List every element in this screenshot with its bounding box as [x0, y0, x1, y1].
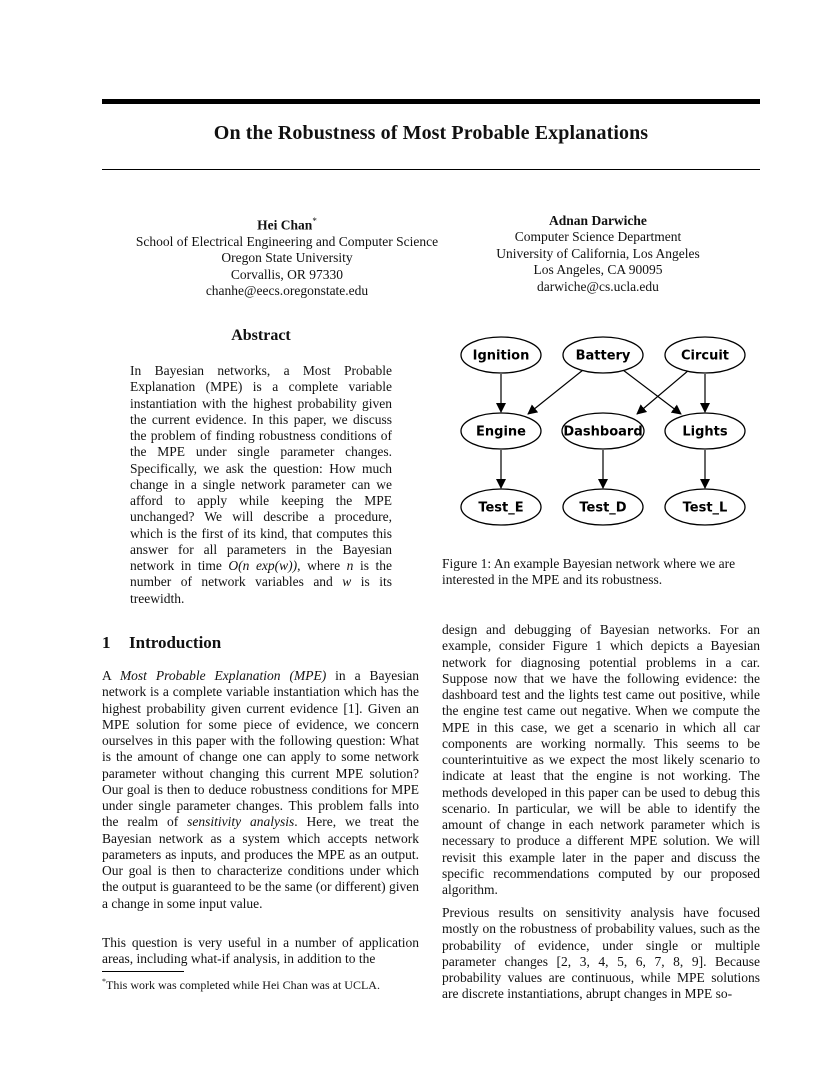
edge-circuit-dashboard: [637, 370, 689, 414]
footnote-mark: *: [312, 216, 317, 226]
intro-paragraph-2: This question is very useful in a number of application areas, including what-if analysis, in addition to the: [102, 935, 419, 967]
author-email: darwiche@cs.ucla.edu: [537, 278, 659, 294]
network-diagram: [443, 330, 763, 542]
author-institution: Oregon State University: [221, 250, 353, 266]
term-sensitivity-analysis: sensitivity analysis: [187, 814, 295, 830]
footnote: *This work was completed while Hei Chan was at UCLA.: [102, 977, 380, 992]
right-column-paragraph-1: design and debugging of Bayesian networks. For an example, consider Figure 1 which depicts a Bayesian network for diagnosing potential problems in a car. Suppose now that we have the following evidence: the dashboard test and the lights test came out positive, while the engine test came out negative. When we compute the MPE in this case, we get a scenario in which all car components are working normally. This seems to be counterintuitive as we expect the most likely scenario to indicate at least that the engine is not working. The methods developed in this paper can be used to debug this scenario. In particular, we will be able to identify the amount of change in each network parameter which is necessary to produce a different MPE solution. We will revisit this example later in the paper and discuss the specific recommendations computed by our proposed algorithm.: [442, 622, 760, 897]
author-address: Corvallis, OR 97330: [230, 266, 344, 282]
node-ignition-label: Ignition: [472, 348, 530, 364]
term-mpe: Most Probable Explanation (MPE): [119, 668, 327, 683]
author-name: Hei Chan: [257, 217, 313, 233]
footnote-mark: *: [102, 977, 106, 986]
footnote-rule: [102, 971, 184, 972]
top-rule: [102, 99, 760, 104]
edge-battery-lights: [623, 370, 681, 414]
author-email: chanhe@eecs.oregonstate.edu: [205, 283, 369, 299]
author-institution: University of California, Los Angeles: [496, 245, 700, 261]
section-heading: [102, 633, 221, 653]
abstract-heading: Abstract: [231, 327, 291, 344]
edge-battery-engine: [528, 370, 583, 414]
node-test-d-label: Test_D: [579, 500, 627, 516]
figure-bayesian-network: [443, 330, 763, 542]
figure-caption: Figure 1: An example Bayesian network where we are interested in the MPE and its robustness.: [442, 556, 736, 588]
node-battery-label: Battery: [575, 348, 631, 364]
paper-title: On the Robustness of Most Probable Explanations: [213, 122, 649, 144]
author-affiliation: School of Electrical Engineering and Computer Science: [135, 233, 439, 249]
author-block-darwiche: [450, 213, 746, 295]
abstract-text: In Bayesian networks, a Most Probable Explanation (MPE) is a complete variable instantiation with the highest probability given the current evidence. In this paper, we discuss the problem of finding robustness conditions of the MPE under single parameter changes. Specifically, we ask the question: How much change in a single network parameter can we afford to apply while keeping the MPE unchanged? We will describe a procedure, which is the first of its kind, that computes this answer for all parameters in the Bayesian network in time O(n exp(w)), where n is the number of network variables and w is its treewidth.: [130, 363, 392, 606]
node-circuit-label: Circuit: [680, 348, 730, 364]
title-rule: [102, 169, 760, 170]
node-lights-label: Lights: [682, 424, 728, 440]
node-dashboard-label: Dashboard: [563, 424, 643, 440]
author-address: Los Angeles, CA 90095: [533, 262, 663, 278]
node-test-l-label: Test_L: [682, 500, 728, 516]
node-test-e-label: Test_E: [478, 500, 524, 516]
section-title: Introduction: [129, 633, 222, 652]
complexity-formula: O(n exp(w)): [228, 558, 298, 573]
node-engine-label: Engine: [476, 424, 526, 440]
author-affiliation: Computer Science Department: [514, 229, 682, 245]
author-name: Adnan Darwiche: [549, 213, 647, 228]
author-block-chan: [112, 213, 462, 300]
right-column-paragraph-2: Previous results on sensitivity analysis have focused mostly on the robustness of probability values, such as the probability of evidence, under single or multiple parameter changes [2, 3, 4, 5, 6, 7, 8, 9]. Because probability values are continuous, while MPE solutions are discrete instantiations, abrupt changes in MPE so-: [442, 905, 760, 1002]
intro-paragraph-1: A Most Probable Explanation (MPE) in a Bayesian network is a complete variable instantiation which has the highest probability given current evidence [1]. Given an MPE solution for some piece of evidence, we concern ourselves in this paper with the following question: What is the amount of change one can apply to some network parameter without changing this current MPE solution? Our goal is then to deduce robustness conditions for MPE under single parameter changes. This problem falls into the realm of sensitivity analysis. Here, we treat the Bayesian network as a system which accepts network parameters as inputs, and produces the MPE as an output. Our goal is then to characterize conditions under which the output is guaranteed to be the same (or different) given a change in some input value.: [102, 668, 419, 911]
section-number: 1: [102, 633, 111, 652]
